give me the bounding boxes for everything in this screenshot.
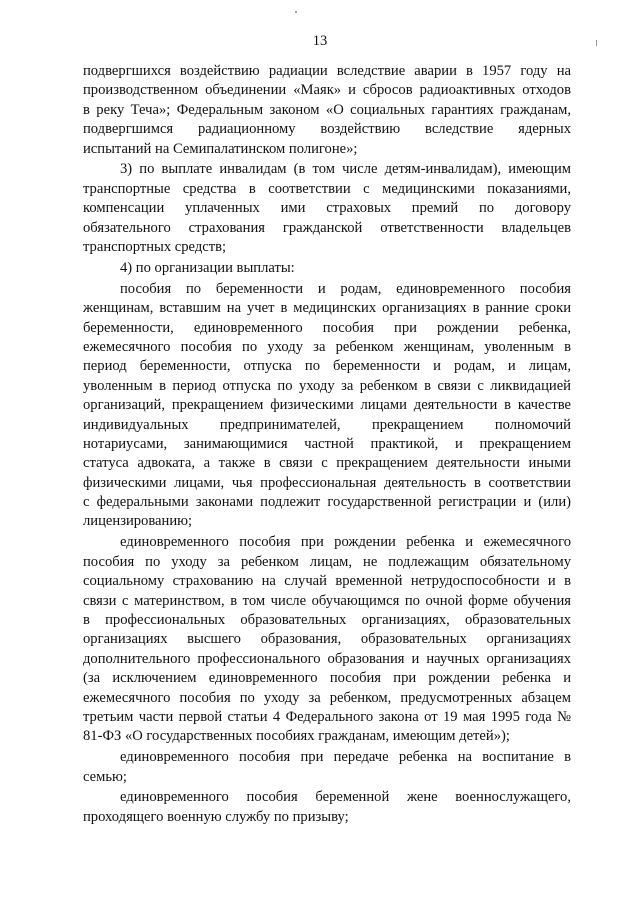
text-line: 4) по организации выплаты: xyxy=(120,259,295,276)
text-line: 3) по выплате инвалидам (в том числе детям-инвалидам), имеющим xyxy=(120,161,571,178)
paragraph xyxy=(83,160,571,257)
text-line: организациях высшего образования, образовательных организациях xyxy=(83,631,571,648)
text-line: организаций, прекращением физическими лицами деятельности в качестве xyxy=(83,397,571,414)
text-line: компенсации уплаченных ими страховых премий по договору xyxy=(83,200,571,217)
text-line: пособия по беременности и родам, единовременного пособия xyxy=(120,280,571,297)
paragraph xyxy=(83,62,571,159)
paragraph xyxy=(83,788,571,827)
text-line: физическими лицами, чья профессиональная деятельность в соответствии xyxy=(83,474,571,491)
scan-speck xyxy=(295,11,297,13)
text-line: уволенным в период отпуска по уходу за ребенком в связи с ликвидацией xyxy=(83,377,571,394)
text-line: транспортных средств; xyxy=(83,239,227,256)
text-line: подвергшихся воздействию радиации вследствие аварии в 1957 году на xyxy=(83,63,571,79)
text-line: единовременного пособия беременной жене военнослужащего, xyxy=(120,789,571,806)
text-line: (за исключением единовременного пособия при рождении ребенка и xyxy=(83,670,571,687)
text-line: лицензированию; xyxy=(83,513,193,530)
text-line: 81-ФЗ «О государственных пособиях гражданам, имеющим детей»); xyxy=(83,728,510,745)
text-line: индивидуальных предпринимателей, прекращением полномочий xyxy=(83,416,571,433)
text-line: обязательного страхования гражданской ответственности владельцев xyxy=(83,219,571,236)
text-line: семью; xyxy=(83,768,127,785)
text-line: ежемесячного пособия по уходу за ребенком женщинам, уволенным в xyxy=(83,338,571,355)
text-line: проходящего военную службу по призыву; xyxy=(83,808,349,825)
paragraph xyxy=(83,259,571,278)
text-line: транспортные средства в соответствии с медицинскими показаниями, xyxy=(83,180,571,197)
paragraph xyxy=(83,748,571,787)
text-line: третьим части первой статьи 4 Федерального закона от 19 мая 1995 года № xyxy=(83,708,571,725)
text-line: нотариусами, занимающимися частной практикой, и прекращением xyxy=(83,435,571,452)
text-line: ежемесячного пособия по уходу за ребенком, предусмотренных абзацем xyxy=(83,689,571,706)
page-number: 13 xyxy=(312,33,328,49)
paragraph xyxy=(83,533,571,746)
text-line: единовременного пособия при рождении ребенка и ежемесячного xyxy=(120,534,571,551)
text-line: испытаний на Семипалатинском полигоне»; xyxy=(83,140,358,157)
text-line: социальному страхованию на случай временной нетрудоспособности и в xyxy=(83,573,571,590)
text-line: период беременности, отпуска по беременности и родам, и лицам, xyxy=(83,358,571,375)
text-line: дополнительного профессионального образования и научных организациях xyxy=(83,650,571,667)
text-line: производственном объединении «Маяк» и сбросов радиоактивных отходов xyxy=(83,82,571,99)
text-line: с федеральными законами подлежит государственной регистрации и (или) xyxy=(83,494,571,511)
text-line: беременности, единовременного пособия при рождении ребенка, xyxy=(83,319,571,336)
text-line: в реку Теча»; Федеральным законом «О социальных гарантиях гражданам, xyxy=(83,101,571,118)
text-line: пособия по уходу за ребенком лицам, не подлежащим обязательному xyxy=(83,553,571,570)
text-line: женщинам, вставшим на учет в медицинских организациях в ранние сроки xyxy=(83,300,571,317)
text-line: подвергшимся радиационному воздействию вследствие ядерных xyxy=(83,121,571,138)
document-body xyxy=(83,62,571,829)
text-line: связи с материнством, в том числе обучающимся по очной форме обучения xyxy=(83,592,571,609)
text-line: в профессиональных образовательных организациях, образовательных xyxy=(83,611,571,628)
text-line: единовременного пособия при передаче ребенка на воспитание в xyxy=(120,749,571,766)
text-line: статуса адвоката, а также в связи с прекращением деятельности иными xyxy=(83,455,571,472)
paragraph xyxy=(83,280,571,532)
